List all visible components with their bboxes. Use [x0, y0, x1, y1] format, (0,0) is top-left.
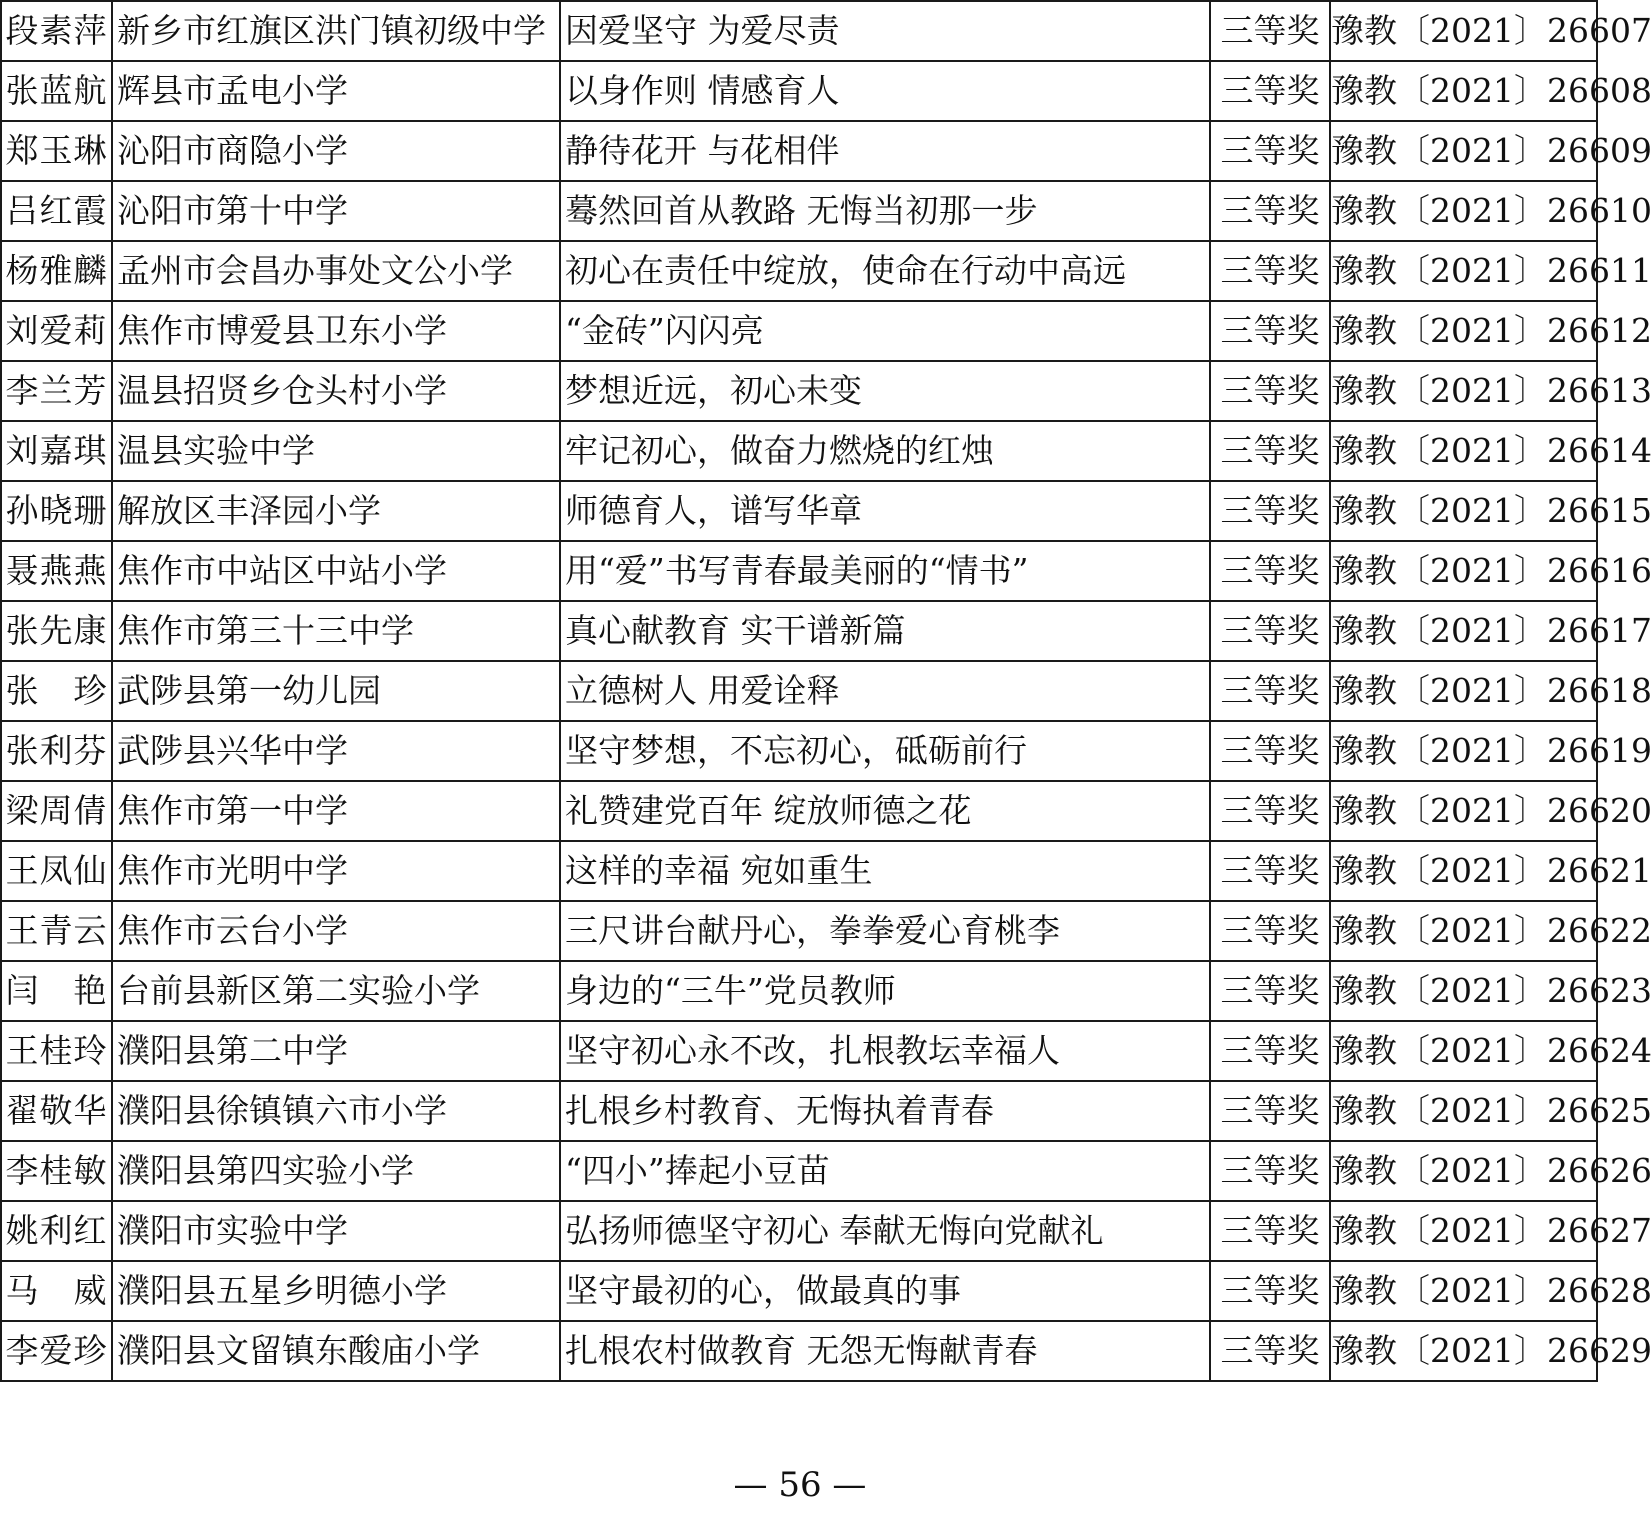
certificate-number-cell: 豫教〔2021〕26608 — [1330, 61, 1597, 121]
essay-title-cell: 以身作则 情感育人 — [560, 61, 1210, 121]
school-cell: 台前县新区第二实验小学 — [112, 961, 560, 1021]
certificate-number-cell: 豫教〔2021〕26610 — [1330, 181, 1597, 241]
essay-title-cell: 因爱坚守 为爱尽责 — [560, 1, 1210, 61]
certificate-number-cell: 豫教〔2021〕26615 — [1330, 481, 1597, 541]
award-level-cell: 三等奖 — [1210, 241, 1330, 301]
school-cell: 温县招贤乡仓头村小学 — [112, 361, 560, 421]
table-row — [1, 1321, 1597, 1381]
table-row — [1, 61, 1597, 121]
page-number: — 56 — — [733, 1465, 867, 1505]
essay-title-cell: 用“爱”书写青春最美丽的“情书” — [560, 541, 1210, 601]
award-level-cell: 三等奖 — [1210, 961, 1330, 1021]
teacher-name-cell: 刘爱莉 — [1, 301, 112, 361]
essay-title-cell: 扎根农村做教育 无怨无悔献青春 — [560, 1321, 1210, 1381]
certificate-number-cell: 豫教〔2021〕26616 — [1330, 541, 1597, 601]
essay-title-cell: “金砖”闪闪亮 — [560, 301, 1210, 361]
teacher-name-cell: 刘嘉琪 — [1, 421, 112, 481]
essay-title-cell: 静待花开 与花相伴 — [560, 121, 1210, 181]
table-row — [1, 1141, 1597, 1201]
school-cell: 濮阳县第四实验小学 — [112, 1141, 560, 1201]
teacher-name-cell: 段素萍 — [1, 1, 112, 61]
table-row — [1, 901, 1597, 961]
certificate-number-cell: 豫教〔2021〕26611 — [1330, 241, 1597, 301]
award-level-cell: 三等奖 — [1210, 1021, 1330, 1081]
table-row — [1, 361, 1597, 421]
teacher-name-cell: 张蓝航 — [1, 61, 112, 121]
essay-title-cell: 蓦然回首从教路 无悔当初那一步 — [560, 181, 1210, 241]
school-cell: 武陟县第一幼儿园 — [112, 661, 560, 721]
teacher-name-cell: 郑玉琳 — [1, 121, 112, 181]
certificate-number-cell: 豫教〔2021〕26607 — [1330, 1, 1597, 61]
table-row — [1, 781, 1597, 841]
school-cell: 孟州市会昌办事处文公小学 — [112, 241, 560, 301]
certificate-number-cell: 豫教〔2021〕26628 — [1330, 1261, 1597, 1321]
award-level-cell: 三等奖 — [1210, 61, 1330, 121]
award-level-cell: 三等奖 — [1210, 841, 1330, 901]
school-cell: 温县实验中学 — [112, 421, 560, 481]
certificate-number-cell: 豫教〔2021〕26625 — [1330, 1081, 1597, 1141]
award-level-cell: 三等奖 — [1210, 301, 1330, 361]
school-cell: 解放区丰泽园小学 — [112, 481, 560, 541]
teacher-name-cell: 张先康 — [1, 601, 112, 661]
school-cell: 沁阳市商隐小学 — [112, 121, 560, 181]
teacher-name-cell: 杨雅麟 — [1, 241, 112, 301]
award-level-cell: 三等奖 — [1210, 121, 1330, 181]
certificate-number-cell: 豫教〔2021〕26622 — [1330, 901, 1597, 961]
essay-title-cell: 扎根乡村教育、无悔执着青春 — [560, 1081, 1210, 1141]
certificate-number-cell: 豫教〔2021〕26627 — [1330, 1201, 1597, 1261]
award-level-cell: 三等奖 — [1210, 541, 1330, 601]
teacher-name-cell: 孙晓珊 — [1, 481, 112, 541]
certificate-number-cell: 豫教〔2021〕26614 — [1330, 421, 1597, 481]
award-level-cell: 三等奖 — [1210, 721, 1330, 781]
award-table-body — [1, 1, 1652, 1381]
award-level-cell: 三等奖 — [1210, 1141, 1330, 1201]
award-level-cell: 三等奖 — [1210, 601, 1330, 661]
teacher-name-cell: 王凤仙 — [1, 841, 112, 901]
essay-title-cell: 礼赞建党百年 绽放师德之花 — [560, 781, 1210, 841]
certificate-number-cell: 豫教〔2021〕26624 — [1330, 1021, 1597, 1081]
certificate-number-cell: 豫教〔2021〕26613 — [1330, 361, 1597, 421]
table-row — [1, 721, 1597, 781]
essay-title-cell: 梦想近远，初心未变 — [560, 361, 1210, 421]
teacher-name-cell: 王桂玲 — [1, 1021, 112, 1081]
table-row — [1, 1261, 1597, 1321]
essay-title-cell: 弘扬师德坚守初心 奉献无悔向党献礼 — [560, 1201, 1210, 1261]
table-row — [1, 841, 1597, 901]
school-cell: 武陟县兴华中学 — [112, 721, 560, 781]
award-level-cell: 三等奖 — [1210, 661, 1330, 721]
teacher-name-cell: 聂燕燕 — [1, 541, 112, 601]
teacher-name-cell: 闫 艳 — [1, 961, 112, 1021]
teacher-name-cell: 梁周倩 — [1, 781, 112, 841]
essay-title-cell: 坚守初心永不改，扎根教坛幸福人 — [560, 1021, 1210, 1081]
essay-title-cell: 牢记初心，做奋力燃烧的红烛 — [560, 421, 1210, 481]
award-level-cell: 三等奖 — [1210, 1261, 1330, 1321]
essay-title-cell: 真心献教育 实干谱新篇 — [560, 601, 1210, 661]
certificate-number-cell: 豫教〔2021〕26617 — [1330, 601, 1597, 661]
award-level-cell: 三等奖 — [1210, 181, 1330, 241]
essay-title-cell: 立德树人 用爱诠释 — [560, 661, 1210, 721]
essay-title-cell: “四小”捧起小豆苗 — [560, 1141, 1210, 1201]
essay-title-cell: 身边的“三牛”党员教师 — [560, 961, 1210, 1021]
certificate-number-cell: 豫教〔2021〕26619 — [1330, 721, 1597, 781]
school-cell: 濮阳县第二中学 — [112, 1021, 560, 1081]
certificate-number-cell: 豫教〔2021〕26620 — [1330, 781, 1597, 841]
table-row — [1, 1, 1597, 61]
award-level-cell: 三等奖 — [1210, 361, 1330, 421]
certificate-number-cell: 豫教〔2021〕26618 — [1330, 661, 1597, 721]
teacher-name-cell: 张 珍 — [1, 661, 112, 721]
teacher-name-cell: 张利芬 — [1, 721, 112, 781]
school-cell: 濮阳市实验中学 — [112, 1201, 560, 1261]
teacher-name-cell: 吕红霞 — [1, 181, 112, 241]
table-row — [1, 421, 1597, 481]
school-cell: 新乡市红旗区洪门镇初级中学 — [112, 1, 560, 61]
table-row — [1, 961, 1597, 1021]
table-row — [1, 601, 1597, 661]
essay-title-cell: 师德育人，谱写华章 — [560, 481, 1210, 541]
essay-title-cell: 三尺讲台献丹心，拳拳爱心育桃李 — [560, 901, 1210, 961]
award-level-cell: 三等奖 — [1210, 781, 1330, 841]
table-row — [1, 1021, 1597, 1081]
essay-title-cell: 坚守梦想，不忘初心，砥砺前行 — [560, 721, 1210, 781]
table-row — [1, 241, 1597, 301]
school-cell: 焦作市光明中学 — [112, 841, 560, 901]
school-cell: 焦作市第三十三中学 — [112, 601, 560, 661]
certificate-number-cell: 豫教〔2021〕26612 — [1330, 301, 1597, 361]
teacher-name-cell: 李爱珍 — [1, 1321, 112, 1381]
school-cell: 濮阳县五星乡明德小学 — [112, 1261, 560, 1321]
award-level-cell: 三等奖 — [1210, 481, 1330, 541]
table-row — [1, 541, 1597, 601]
table-row — [1, 121, 1597, 181]
teacher-name-cell: 马 威 — [1, 1261, 112, 1321]
school-cell: 濮阳县文留镇东酸庙小学 — [112, 1321, 560, 1381]
table-row — [1, 481, 1597, 541]
table-row — [1, 661, 1597, 721]
teacher-name-cell: 王青云 — [1, 901, 112, 961]
school-cell: 濮阳县徐镇镇六市小学 — [112, 1081, 560, 1141]
table-row — [1, 301, 1597, 361]
school-cell: 焦作市博爱县卫东小学 — [112, 301, 560, 361]
school-cell: 焦作市第一中学 — [112, 781, 560, 841]
table-row — [1, 1081, 1597, 1141]
school-cell: 沁阳市第十中学 — [112, 181, 560, 241]
essay-title-cell: 这样的幸福 宛如重生 — [560, 841, 1210, 901]
award-level-cell: 三等奖 — [1210, 901, 1330, 961]
certificate-number-cell: 豫教〔2021〕26626 — [1330, 1141, 1597, 1201]
teacher-name-cell: 李兰芳 — [1, 361, 112, 421]
award-level-cell: 三等奖 — [1210, 1201, 1330, 1261]
teacher-name-cell: 姚利红 — [1, 1201, 112, 1261]
school-cell: 焦作市中站区中站小学 — [112, 541, 560, 601]
certificate-number-cell: 豫教〔2021〕26623 — [1330, 961, 1597, 1021]
award-level-cell: 三等奖 — [1210, 1321, 1330, 1381]
teacher-name-cell: 翟敬华 — [1, 1081, 112, 1141]
essay-title-cell: 初心在责任中绽放，使命在行动中高远 — [560, 241, 1210, 301]
award-level-cell: 三等奖 — [1210, 1081, 1330, 1141]
certificate-number-cell: 豫教〔2021〕26621 — [1330, 841, 1597, 901]
certificate-number-cell: 豫教〔2021〕26629 — [1330, 1321, 1597, 1381]
school-cell: 焦作市云台小学 — [112, 901, 560, 961]
award-level-cell: 三等奖 — [1210, 1, 1330, 61]
table-row — [1, 181, 1597, 241]
table-row — [1, 1201, 1597, 1261]
essay-title-cell: 坚守最初的心，做最真的事 — [560, 1261, 1210, 1321]
award-level-cell: 三等奖 — [1210, 421, 1330, 481]
teacher-name-cell: 李桂敏 — [1, 1141, 112, 1201]
school-cell: 辉县市孟电小学 — [112, 61, 560, 121]
certificate-number-cell: 豫教〔2021〕26609 — [1330, 121, 1597, 181]
